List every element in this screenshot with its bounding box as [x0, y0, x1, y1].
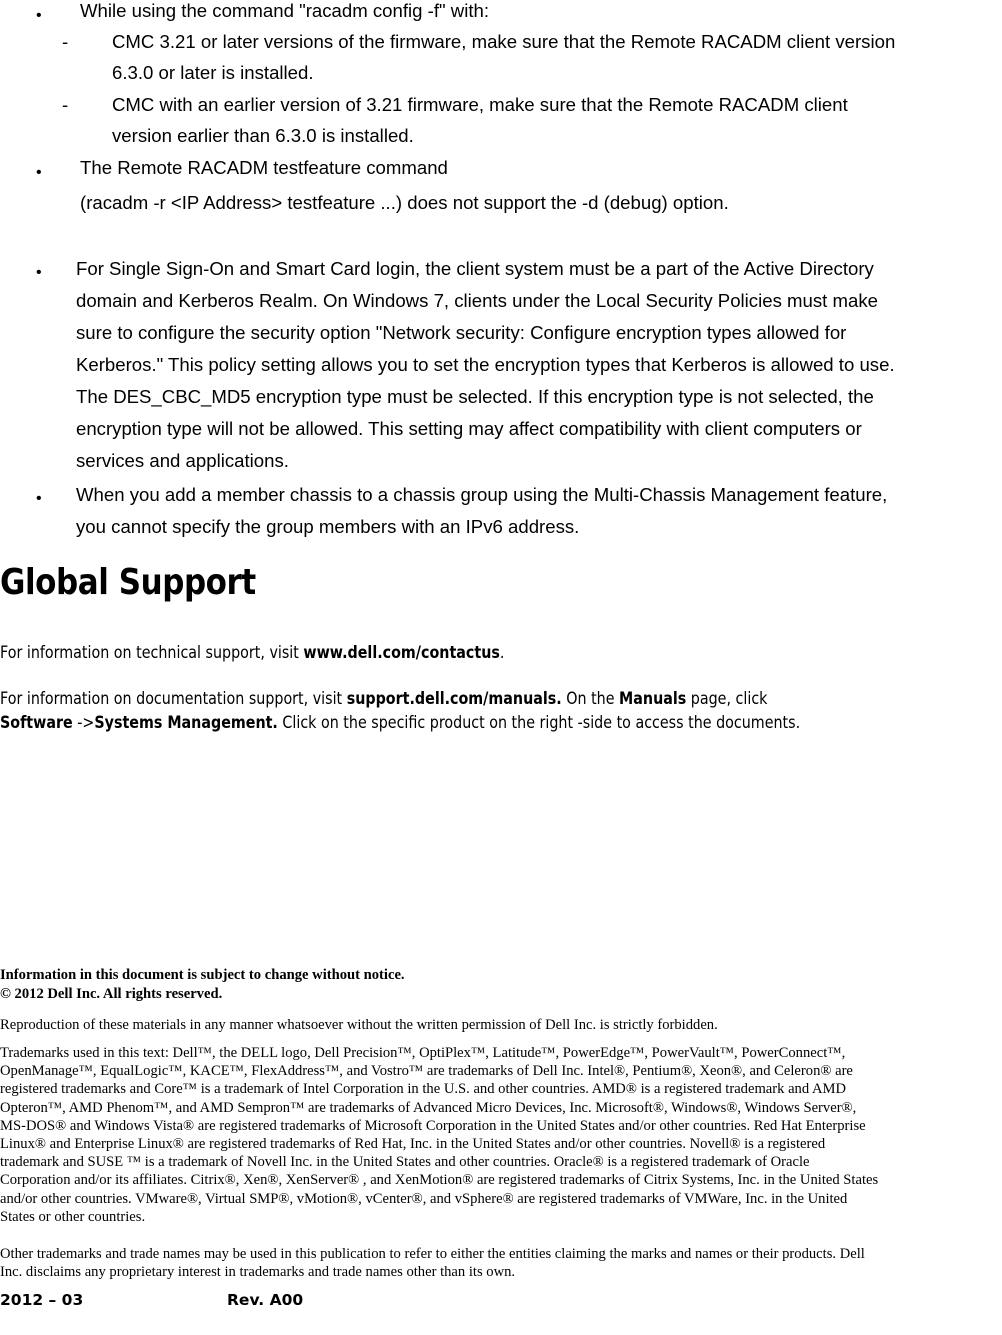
- bullet-text: you cannot specify the group members with an IPv6 address.: [76, 516, 580, 537]
- bullet-text: encryption type will not be allowed. This setting may affect compatibility with client computers or: [76, 418, 862, 439]
- bullet-text: For Single Sign-On and Smart Card login, the client system must be a part of the Active Directory: [76, 258, 874, 279]
- systems-management-label: Systems Management.: [94, 713, 278, 733]
- bullet-text: The DES_CBC_MD5 encryption type must be selected. If this encryption type is not selected, the: [76, 386, 874, 407]
- section-heading: Global Support: [0, 562, 256, 603]
- manuals-page-name: Manuals: [619, 689, 687, 709]
- sub-item-text: version earlier than 6.3.0 is installed.: [112, 125, 414, 146]
- doc-support-line-1: For information on documentation support, visit support.dell.com/manuals. On the Manuals page, click: [0, 689, 768, 709]
- other-trademarks-text: Other trademarks and trade names may be used in this publication to refer to either the entities claiming the marks and names or their products. Dell Inc. disclaims any proprietary interest in trademarks and trade names other than its own.: [0, 1246, 865, 1281]
- trademark-text: Trademarks used in this text: Dell™, the DELL logo, Dell Precision™, OptiPlex™, Latitude™, PowerEdge™, PowerVault™, PowerConnect™, OpenManage™, EqualLogic™, KACE™, FlexAddress™, and Vostro™ are trademarks of Dell Inc. Intel®, Pentium®, Xeon®, and Celeron® are registered trademarks and Core™ is a trademark of Intel Corporation in the U.S. and other countries. AMD® is a registered trademark and AMD Opteron™, AMD Phenom™, and AMD Sempron™ are trademarks of Advanced Micro Devices, Inc. Microsoft®, Windows®, Windows Server®, MS-DOS® and Windows Vista® are registered trademarks of Microsoft Corporation in the United States and/or other countries. Red Hat Enterprise Linux® and Enterprise Linux® are registered trademarks of Red Hat, Inc. in the United States and/or other countries. Novell® is a registered trademark and SUSE ™ is a trademark of Novell Inc. in the United States and other countries. Oracle® is a registered trademark of Oracle Corporation and/or its affiliates. Citrix®, Xen®, XenServer® , and XenMotion® are registered trademarks of Citrix Systems, Inc. in the United States and/or other countries. VMware®, Virtual SMP®, vMotion®, vCenter®, and vSphere® are registered trademarks of VMWare, Inc. in the United States or other countries.: [0, 1045, 879, 1225]
- contact-link[interactable]: www.dell.com/contactus: [303, 643, 500, 663]
- bullet-text: While using the command "racadm config -f" with:: [80, 0, 489, 21]
- bullet-text: Kerberos." This policy setting allows you to set the encryption types that Kerberos is allowed to use.: [76, 354, 895, 375]
- bullet-text: domain and Kerberos Realm. On Windows 7, clients under the Local Security Policies must make: [76, 290, 878, 311]
- sub-item-text: 6.3.0 or later is installed.: [112, 62, 314, 83]
- dash-marker: -: [62, 31, 69, 52]
- reproduction-text: Reproduction of these materials in any manner whatsoever without the written permission of Dell Inc. is strictly forbidden.: [0, 1017, 718, 1033]
- bullet-dot: •: [36, 490, 42, 507]
- bullet-text: When you add a member chassis to a chassis group using the Multi-Chassis Management feature,: [76, 484, 888, 505]
- software-label: Software: [0, 713, 73, 733]
- copyright-text: © 2012 Dell Inc. All rights reserved.: [0, 986, 223, 1002]
- footer-revision: Rev. A00: [227, 1291, 304, 1309]
- manuals-link[interactable]: support.dell.com/manuals.: [346, 689, 562, 709]
- doc-support-line-2: Software ->Systems Management. Click on the specific product on the right -side to access the documents.: [0, 713, 801, 733]
- dash-marker: -: [62, 94, 69, 115]
- footer-date: 2012 – 03: [0, 1291, 84, 1309]
- sub-item-text: CMC with an earlier version of 3.21 firmware, make sure that the Remote RACADM client: [112, 94, 848, 115]
- bullet-dot: •: [36, 164, 42, 181]
- bullet-text: The Remote RACADM testfeature command: [80, 157, 448, 178]
- bullet-text: sure to configure the security option "Network security: Configure encryption types allowed for: [76, 322, 847, 343]
- bullet-text: services and applications.: [76, 450, 289, 471]
- bullet-dot: •: [36, 7, 42, 24]
- bullet-dot: •: [36, 264, 42, 281]
- tech-support-line: For information on technical support, visit www.dell.com/contactus.: [0, 643, 505, 663]
- notice-text: Information in this document is subject to change without notice.: [0, 967, 405, 983]
- bullet-text: (racadm -r <IP Address> testfeature ...) does not support the -d (debug) option.: [80, 192, 729, 213]
- sub-item-text: CMC 3.21 or later versions of the firmware, make sure that the Remote RACADM client version: [112, 31, 896, 52]
